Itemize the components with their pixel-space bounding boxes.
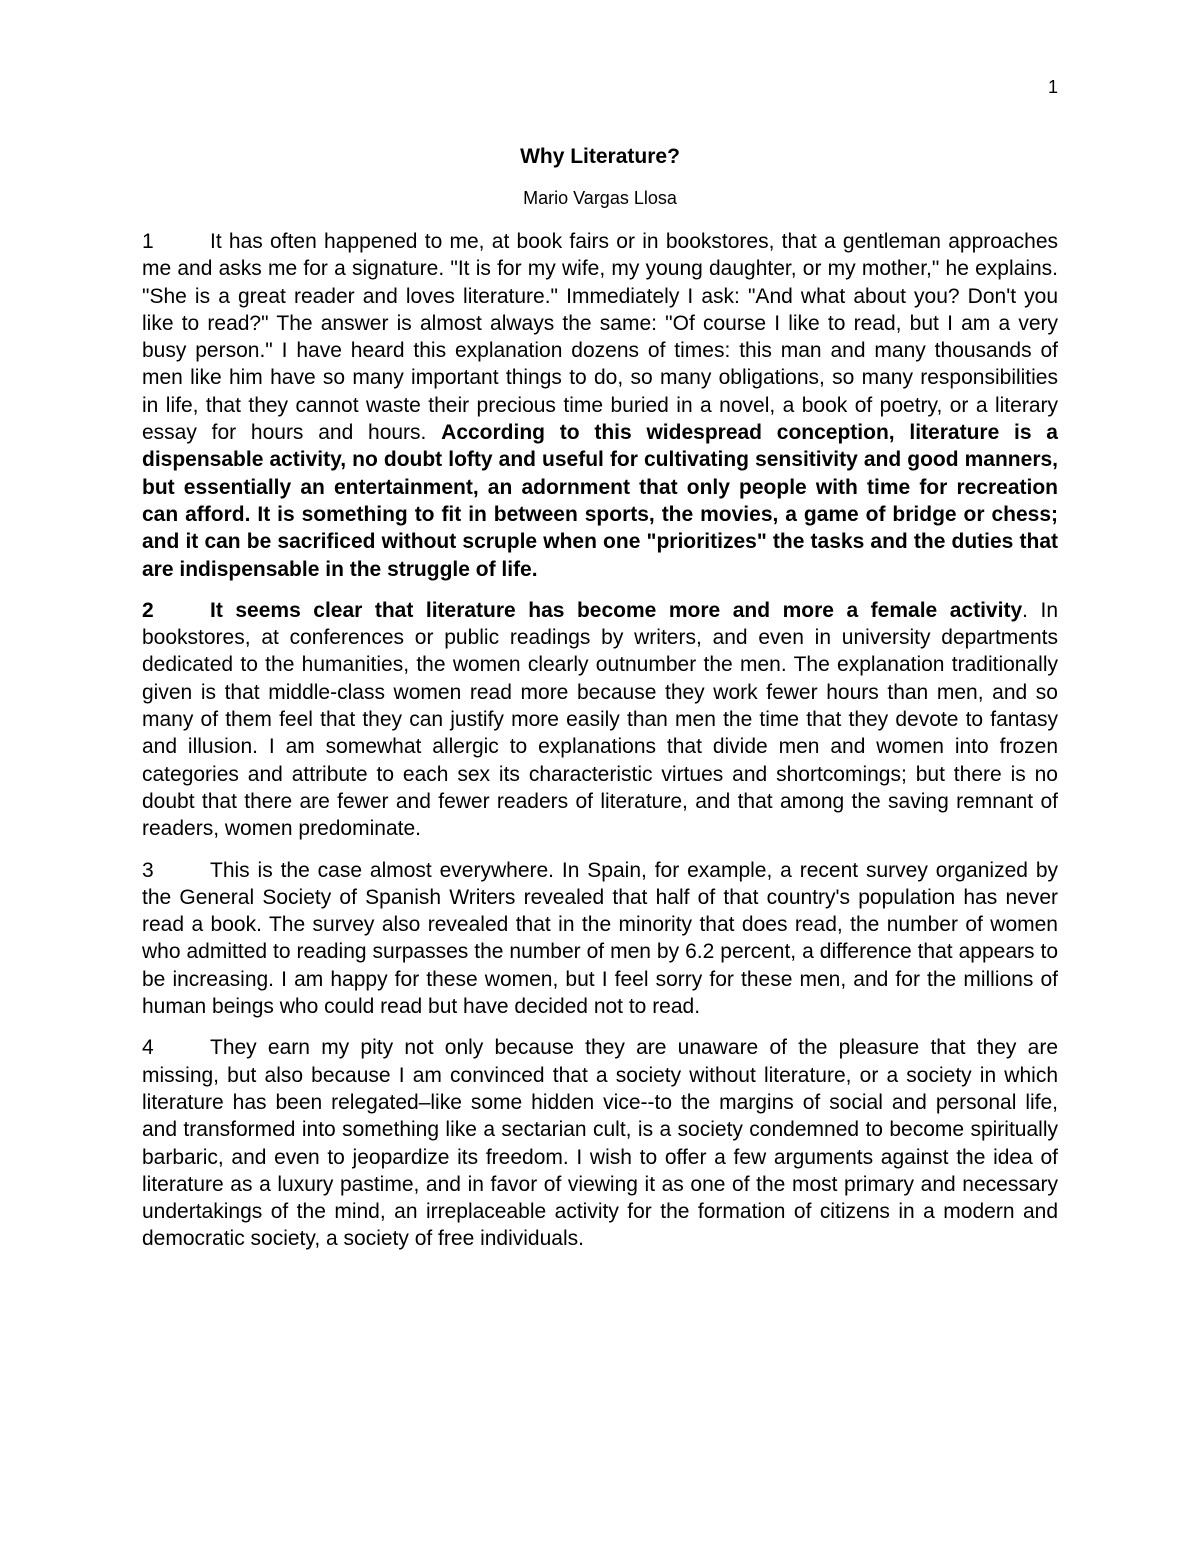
paragraph-2 <box>142 597 1058 843</box>
paragraph-number: 4 <box>142 1036 154 1060</box>
paragraph-text: They earn my pity not only because they are unaware of the pleasure that they are missing, but also because I am convinced that a society without literature, or a society in which literature has been relegated–like some hidden vice--to the margins of social and personal life, and transformed into something like a sectarian cult, is a society condemned to become spiritually barbaric, and even to jeopardize its freedom. I wish to offer a few arguments against the idea of literature as a luxury pastime, and in favor of viewing it as one of the most primary and necessary undertakings of the mind, an irreplaceable activity for the formation of citizens in a modern and democratic society, a society of free individuals. <box>142 1036 1058 1251</box>
paragraph-4 <box>142 1034 1058 1252</box>
paragraph-1 <box>142 228 1058 583</box>
paragraph-number: 3 <box>142 858 154 882</box>
paragraph-emphasis: It seems clear that literature has become more and more a female activity <box>210 598 1023 622</box>
paragraph-3 <box>142 857 1058 1021</box>
paragraph-text: This is the case almost everywhere. In Spain, for example, a recent survey organized by the General Society of Spanish Writers revealed that half of that country's population has never read a book. The survey also revealed that in the minority that does read, the number of women who admitted to reading surpasses the number of men by 6.2 percent, a difference that appears to be increasing. I am happy for these women, but I feel sorry for these men, and for the millions of human beings who could read but have decided not to read. <box>142 858 1058 1019</box>
paragraph-number: 1 <box>142 230 154 253</box>
paragraph-emphasis: According to this widespread conception, literature is a dispensable activity, no doubt lofty and useful for cultivating sensitivity and good manners, but essentially an entertainment, an adornment that only people with time for recreation can afford. It is something to fit in between sports, the movies, a game of bridge or chess; and it can be sacrificed without scruple when one "prioritizes" the tasks and the duties that are indispensable in the struggle of life. <box>142 421 1058 581</box>
paragraph-text: It has often happened to me, at book fairs or in bookstores, that a gentleman approaches me and asks me for a signature. "It is for my wife, my young daughter, or my mother," he explains. "She is a great reader and loves literature." Immediately I ask: "And what about you? Don't you like to read?" The answer is almost always the same: "Of course I like to read, but I am a very busy person." I have heard this explanation dozens of times: this man and many thousands of men like him have so many important things to do, so many obligations, so many responsibilities in life, that they cannot waste their precious time buried in a novel, a book of poetry, or a literary essay for hours and hours. <box>142 230 1058 445</box>
paragraph-text: . In bookstores, at conferences or public readings by writers, and even in university departments dedicated to the humanities, the women clearly outnumber the men. The explanation traditionally given is that middle-class women read more because they work fewer hours than men, and so many of them feel that they can justify more easily than men the time that they devote to fantasy and illusion. I am somewhat allergic to explanations that divide men and women into frozen categories and attribute to each sex its characteristic virtues and shortcomings; but there is no doubt that there are fewer and fewer readers of literature, and that among the saving remnant of readers, women predominate. <box>142 598 1058 841</box>
paragraph-number: 2 <box>142 598 154 622</box>
document-title: Why Literature? <box>520 145 680 168</box>
page-number: 1 <box>1047 77 1058 97</box>
document-author: Mario Vargas Llosa <box>523 188 677 208</box>
document-body <box>142 228 1058 1267</box>
